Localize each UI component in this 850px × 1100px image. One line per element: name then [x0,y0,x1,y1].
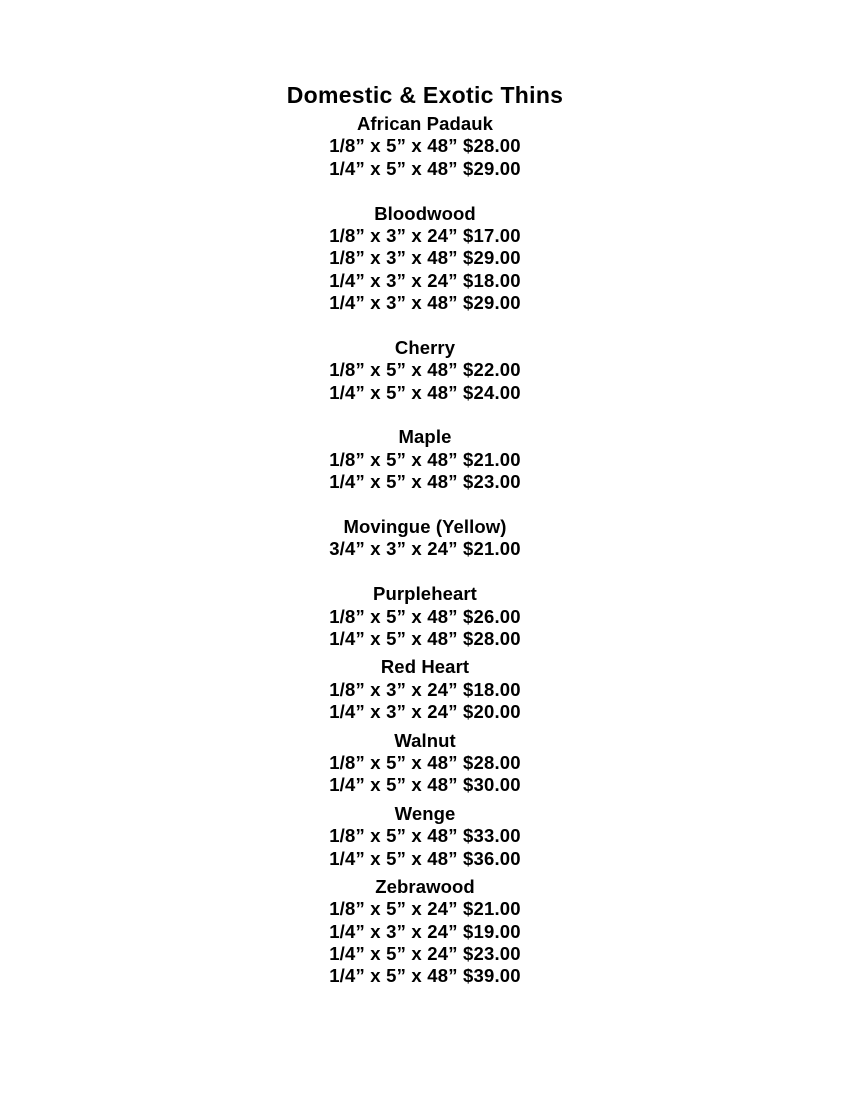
species-name: Bloodwood [374,202,476,224]
price-line: 1/4” x 5” x 48” $39.00 [329,965,521,987]
section-cherry [0,337,850,404]
price-line: 1/4” x 3” x 24” $18.00 [329,269,521,291]
section-purpleheart [0,583,850,650]
price-line: 1/4” x 3” x 24” $19.00 [329,920,521,942]
price-line: 1/4” x 5” x 48” $29.00 [329,157,521,179]
price-line: 1/8” x 5” x 48” $26.00 [329,605,521,627]
price-line: 1/4” x 3” x 48” $29.00 [329,292,521,314]
species-name: Red Heart [380,656,470,678]
section-walnut [0,730,850,797]
price-line: 1/4” x 5” x 48” $36.00 [329,847,521,869]
species-name: Walnut [394,729,456,751]
price-line: 1/8” x 5” x 48” $28.00 [329,751,521,773]
price-line: 1/8” x 3” x 24” $18.00 [329,678,521,700]
section-red-heart [0,656,850,723]
species-name: Cherry [394,336,456,358]
species-name: Maple [398,426,452,448]
price-line: 3/4” x 3” x 24” $21.00 [329,538,521,560]
price-line: 1/8” x 3” x 24” $17.00 [329,224,521,246]
price-line: 1/4” x 5” x 48” $23.00 [329,471,521,493]
section-wenge [0,803,850,870]
section-african-padauk [0,113,850,180]
price-line: 1/8” x 5” x 24” $21.00 [329,898,521,920]
species-name: African Padauk [356,113,494,134]
price-line: 1/4” x 3” x 24” $20.00 [329,701,521,723]
species-name: Movingue (Yellow) [343,516,507,538]
section-movingue-yellow [0,516,850,561]
document-title: Domestic & Exotic Thins [286,82,564,108]
price-line: 1/4” x 5” x 48” $30.00 [329,774,521,796]
species-name: Purpleheart [373,583,477,605]
price-line: 1/8” x 5” x 48” $28.00 [329,135,521,157]
section-bloodwood [0,203,850,315]
section-maple [0,426,850,493]
price-line: 1/4” x 5” x 48” $24.00 [329,381,521,403]
section-zebrawood [0,876,850,988]
species-name: Wenge [394,802,456,824]
price-line: 1/4” x 5” x 24” $23.00 [329,943,521,965]
species-name: Zebrawood [375,875,475,897]
price-line: 1/8” x 5” x 48” $33.00 [329,825,521,847]
price-line: 1/4” x 5” x 48” $28.00 [329,627,521,649]
price-line: 1/8” x 5” x 48” $21.00 [329,448,521,470]
price-line: 1/8” x 3” x 48” $29.00 [329,247,521,269]
price-line: 1/8” x 5” x 48” $22.00 [329,359,521,381]
